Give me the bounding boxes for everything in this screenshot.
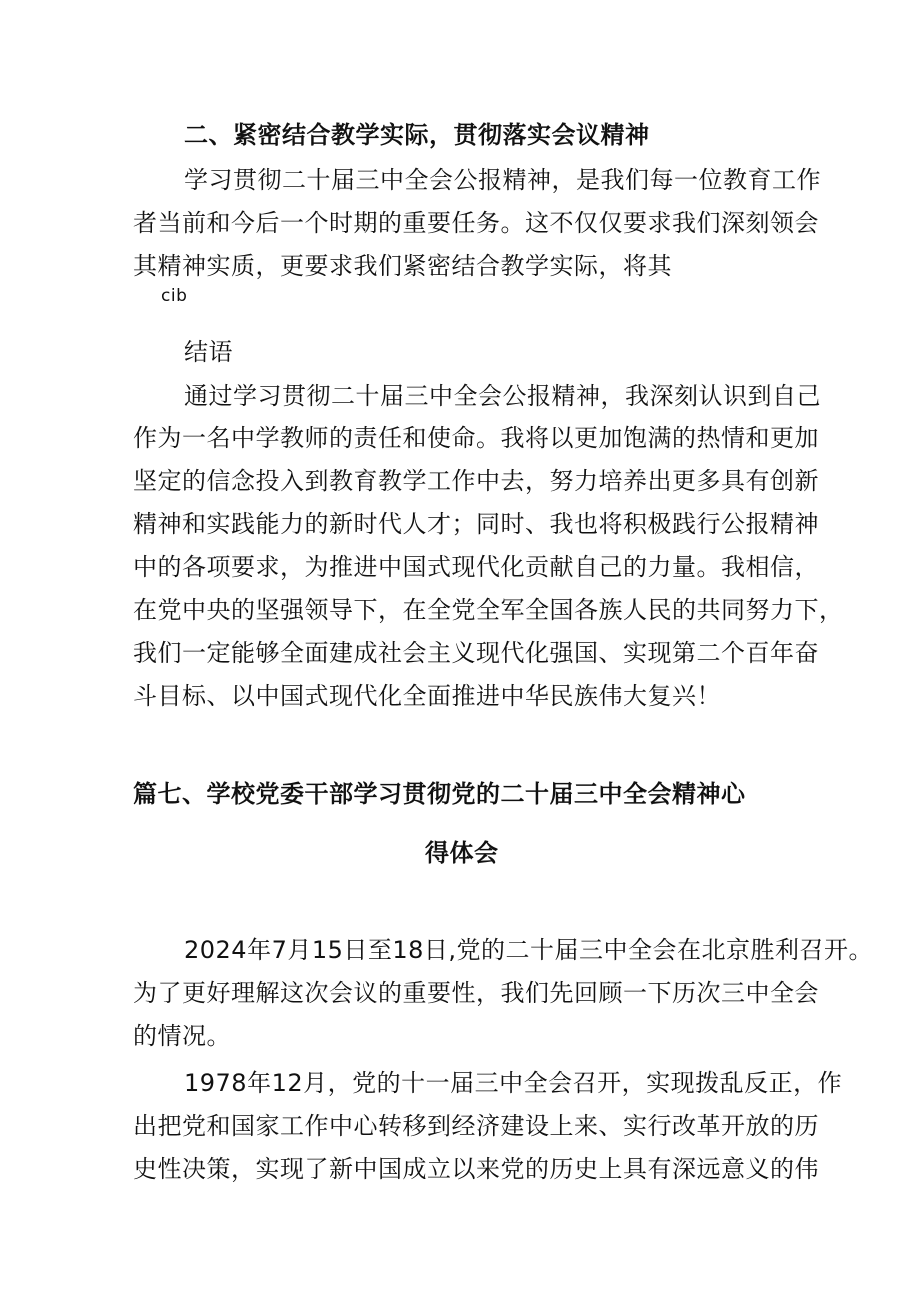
paragraph-line: 者当前和今后一个时期的重要任务。这不仅仅要求我们深刻领会 [133,209,819,237]
paragraph-line: 在党中央的坚强领导下，在全党全军全国各族人民的共同努力下， [133,596,844,624]
section-heading: 二、紧密结合教学实际，贯彻落实会议精神 [184,121,650,149]
paragraph-line: 1978年12月，党的十一届三中全会召开，实现拨乱反正，作 [184,1069,843,1097]
paragraph-line: 的情况。 [133,1022,231,1050]
paragraph-line: 斗目标、以中国式现代化全面推进中华民族伟大复兴！ [133,682,721,710]
paragraph-line: 精神和实践能力的新时代人才；同时、我也将积极践行公报精神 [133,510,819,538]
paragraph-line: 我们一定能够全面建成社会主义现代化强国、实现第二个百年奋 [133,639,819,667]
paragraph-line: 学习贯彻二十届三中全会公报精神，是我们每一位教育工作 [184,166,821,194]
conclusion-heading: 结语 [184,338,233,366]
paragraph-line: 作为一名中学教师的责任和使命。我将以更加饱满的热情和更加 [133,424,819,452]
paragraph-line: 2024年7月15日至18日,党的二十届三中全会在北京胜利召开。 [184,936,874,964]
article-title: 篇七、学校党委干部学习贯彻党的二十届三中全会精神心 [133,780,746,808]
paragraph-line: 坚定的信念投入到教育教学工作中去，努力培养出更多具有创新 [133,467,819,495]
paragraph-line: 通过学习贯彻二十届三中全会公报精神，我深刻认识到自己 [184,382,821,410]
article-title-continued: 得体会 [425,839,499,867]
paragraph-line: 其精神实质，更要求我们紧密结合教学实际，将其 [133,252,672,280]
paragraph-line: 出把党和国家工作中心转移到经济建设上来、实行改革开放的历 [133,1112,819,1140]
paragraph-line: 史性决策，实现了新中国成立以来党的历史上具有深远意义的伟 [133,1155,819,1183]
stray-text: cib [161,286,188,306]
paragraph-line: 为了更好理解这次会议的重要性，我们先回顾一下历次三中全会 [133,979,819,1007]
paragraph-line: 中的各项要求，为推进中国式现代化贡献自己的力量。我相信， [133,553,819,581]
